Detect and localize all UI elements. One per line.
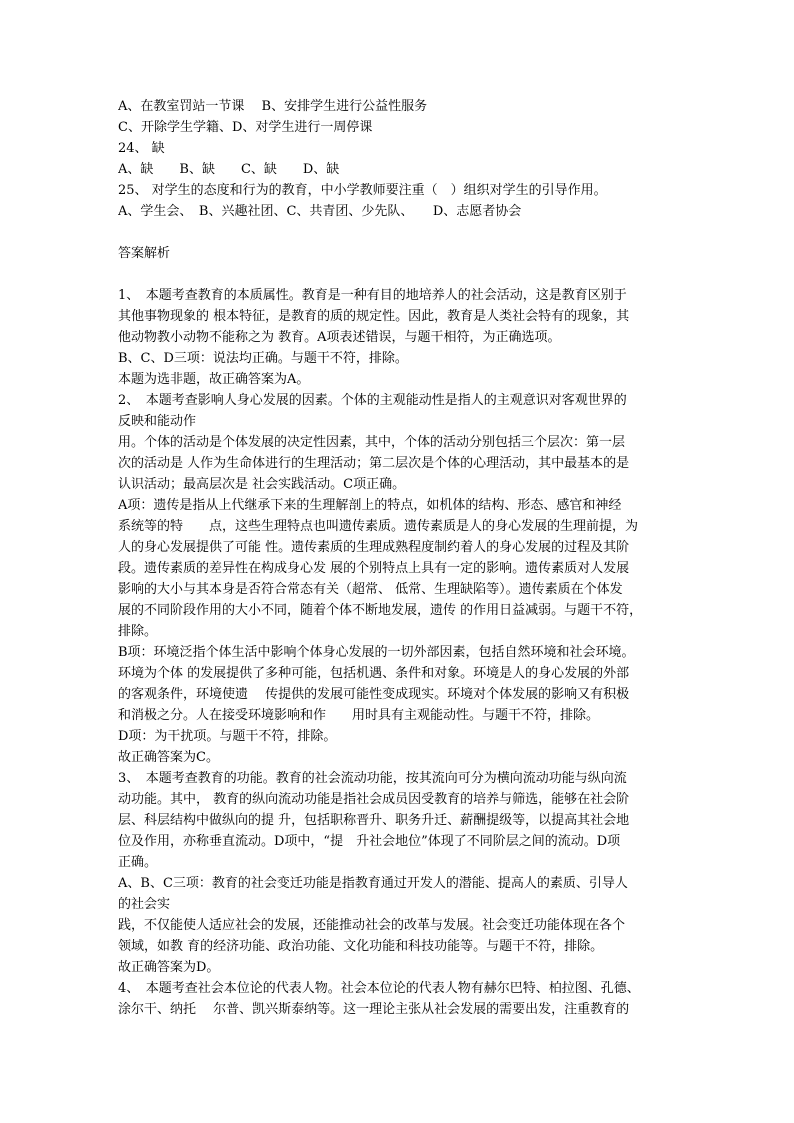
answer-line: 故正确答案为D。 xyxy=(118,960,220,975)
answer-line: 正确。 xyxy=(118,855,158,870)
answer-line: 系统等的特 点，这些生理特点也叫遗传素质。遗传素质是人的身心发展的生理前提，为 xyxy=(118,519,639,534)
question-line: 24、 缺 xyxy=(118,141,165,156)
answer-line: 层、科层结构中做纵向的提 升，包括职称晋升、职务升迁、薪酬提级等，以提高其社会地 xyxy=(118,813,630,828)
spacer xyxy=(118,264,684,285)
answer-line: B、C、D三项：说法均正确。与题干不符，排除。 xyxy=(118,351,408,366)
answer-line: B项：环境泛指个体生活中影响个体身心发展的一切外部因素，包括自然环境和社会环境。 xyxy=(118,645,635,660)
answer-line: 展的不同阶段作用的大小不同，随着个体不断地发展，遗传 的作用日益减弱。与题干不符， xyxy=(118,603,643,618)
answer-line: 其他事物现象的 根本特征，是教育的质的规定性。因此，教育是人类社会特有的现象，其 xyxy=(118,309,630,324)
option-line: A、学生会、 B、兴趣社团、C、共青团、少先队、 D、志愿者协会 xyxy=(118,204,522,219)
document-page xyxy=(118,96,684,1020)
answer-line: D项：为干扰项。与题干不符，排除。 xyxy=(118,729,337,744)
answer-block xyxy=(118,285,684,1020)
answer-line: 用。个体的活动是个体发展的决定性因素，其中，个体的活动分别包括三个层次：第一层 xyxy=(118,435,626,450)
answer-line: 排除。 xyxy=(118,624,158,639)
option-line: C、开除学生学籍、D、对学生进行一周停课 xyxy=(118,120,373,135)
answer-line: 段。遗传素质的差异性在构成身心发 展的个别特点上具有一定的影响。遗传素质对人发展 xyxy=(118,561,630,576)
answer-line: A项：遗传是指从上代继承下来的生理解剖上的特点，如机体的结构、形态、感官和神经 xyxy=(118,498,622,513)
answer-line: 反映和能动作 xyxy=(118,414,197,429)
answer-line: 3、 本题考查教育的功能。教育的社会流动功能，按其流向可分为横向流动功能与纵向流 xyxy=(118,771,627,786)
answer-line: 的社会实 xyxy=(118,897,171,912)
answer-line: 次的活动是 人作为生命体进行的生理活动；第二层次是个体的心理活动，其中最基本的是 xyxy=(118,456,630,471)
answer-line: 践，不仅能使人适应社会的发展，还能推动社会的改革与发展。社会变迁功能体现在各个 xyxy=(118,918,626,933)
option-line: A、在教室罚站一节课 B、安排学生进行公益性服务 xyxy=(118,99,428,114)
answer-line: 影响的大小与其本身是否符合常态有关（超常、 低常、生理缺陷等）。遗传素质在个体发 xyxy=(118,582,623,597)
answer-line: 本题为选非题，故正确答案为A。 xyxy=(118,372,310,387)
answer-line: 涂尔干、纳托 尔普、凯兴斯泰纳等。这一理论主张从社会发展的需要出发，注重教育的 xyxy=(118,1002,630,1017)
answer-line: 4、 本题考查社会本位论的代表人物。社会本位论的代表人物有赫尔巴特、柏拉图、孔德、 xyxy=(118,981,640,996)
answer-line: 认识活动；最高层次是 社会实践活动。C项正确。 xyxy=(118,477,406,492)
answer-line: 领域，如教 育的经济功能、政治功能、文化功能和科技功能等。与题干不符，排除。 xyxy=(118,939,604,954)
answer-line: A、B、C三项：教育的社会变迁功能是指教育通过开发人的潜能、提高人的素质、引导人 xyxy=(118,876,628,891)
option-line: A、缺 B、缺 C、缺 D、缺 xyxy=(118,162,340,177)
spacer xyxy=(118,222,684,243)
answer-line: 的客观条件，环境使遗 传提供的发展可能性变成现实。环境对个体发展的影响又有积极 xyxy=(118,687,630,702)
question-block xyxy=(118,96,684,222)
answer-line: 环境为个体 的发展提供了多种可能，包括机遇、条件和对象。环境是人的身心发展的外部 xyxy=(118,666,630,681)
question-line: 25、 对学生的态度和行为的教育，中小学教师要注重（ ）组织对学生的引导作用。 xyxy=(118,183,607,198)
answer-line: 故正确答案为C。 xyxy=(118,750,219,765)
answer-line: 他动物教小动物不能称之为 教育。A项表述错误，与题干相符，为正确选项。 xyxy=(118,330,561,345)
answer-line: 1、 本题考查教育的本质属性。教育是一种有目的地培养人的社会活动，这是教育区别于 xyxy=(118,288,627,303)
answer-line: 2、 本题考查影响人身心发展的因素。个体的主观能动性是指人的主观意识对客观世界的 xyxy=(118,393,627,408)
answer-heading: 答案解析 xyxy=(118,246,171,261)
answer-line: 动功能。其中， 教育的纵向流动功能是指社会成员因受教育的培养与筛选，能够在社会阶 xyxy=(118,792,630,807)
answer-line: 位及作用，亦称垂直流动。D项中，“提 升社会地位”体现了不同阶层之间的流动。D项 xyxy=(118,834,621,849)
answer-line: 人的身心发展提供了可能 性。遗传素质的生理成熟程度制约着人的身心发展的过程及其阶 xyxy=(118,540,630,555)
answer-line: 和消极之分。人在接受环境影响和作 用时具有主观能动性。与题干不符，排除。 xyxy=(118,708,600,723)
